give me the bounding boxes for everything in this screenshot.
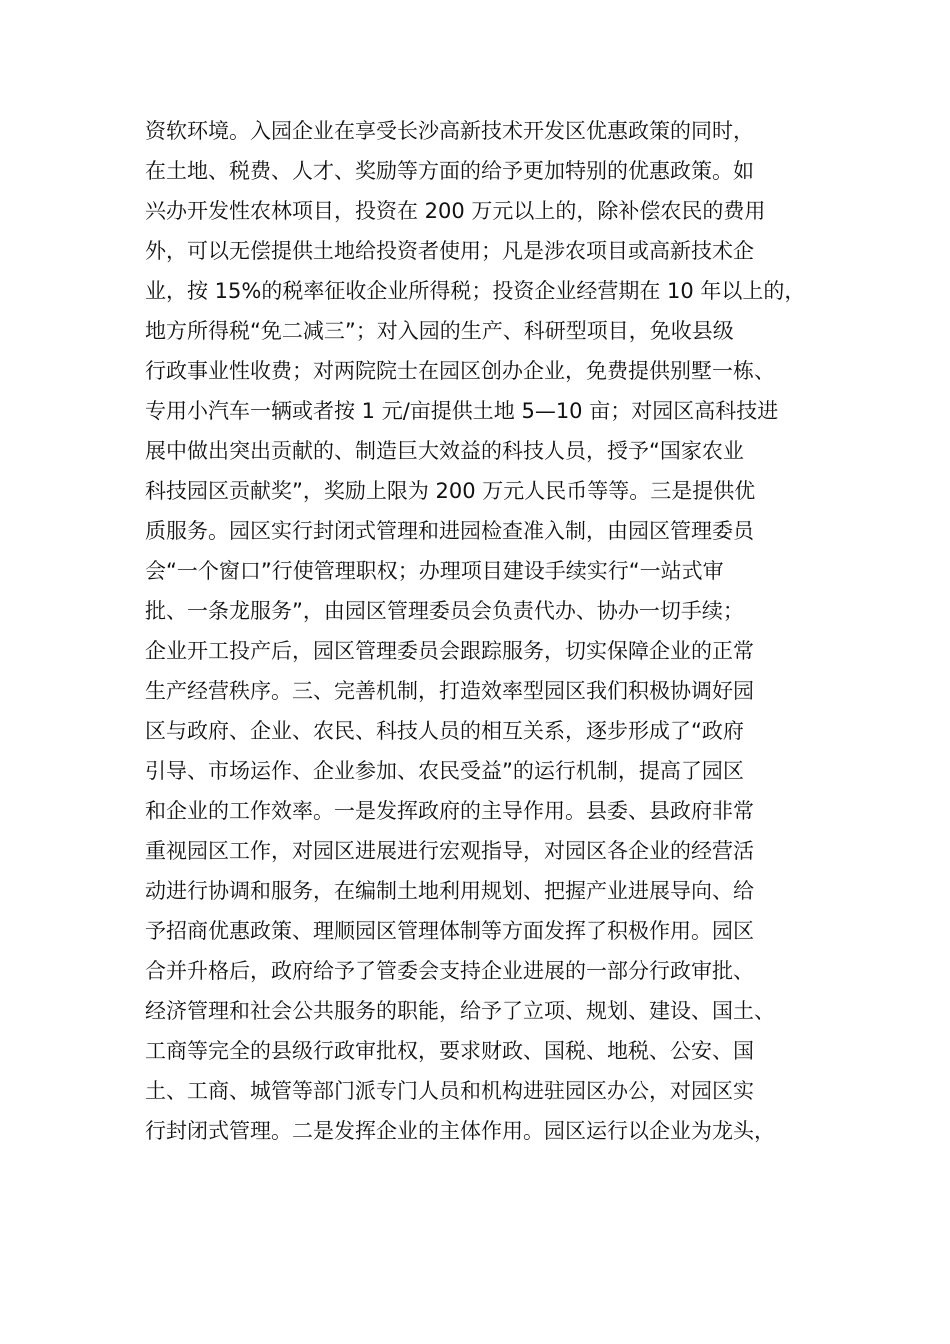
text-line: 地方所得税“免二减三”；对入园的生产、科研型项目，免收县级 — [145, 319, 734, 343]
text-line: 行政事业性收费；对两院院士在园区创办企业，免费提供别墅一栋、 — [145, 359, 775, 383]
text-line: 区与政府、企业、农民、科技人员的相互关系，逐步形成了“政府 — [145, 719, 744, 743]
text-line: 业，按 15%的税率征收企业所得税；投资企业经营期在 10 年以上的， — [145, 279, 806, 303]
body-text — [145, 111, 825, 1151]
text-line: 科技园区贡献奖”，奖励上限为 200 万元人民币等等。三是提供优 — [145, 479, 756, 503]
text-line: 经济管理和社会公共服务的职能，给予了立项、规划、建设、国土、 — [145, 999, 775, 1023]
text-line: 外，可以无偿提供土地给投资者使用；凡是涉农项目或高新技术企 — [145, 239, 754, 263]
text-line: 质服务。园区实行封闭式管理和进园检查准入制，由园区管理委员 — [145, 519, 754, 543]
text-line: 资软环境。入园企业在享受长沙高新技术开发区优惠政策的同时， — [145, 119, 754, 143]
text-line: 兴办开发性农林项目，投资在 200 万元以上的，除补偿农民的费用 — [145, 199, 766, 223]
text-line: 和企业的工作效率。一是发挥政府的主导作用。县委、县政府非常 — [145, 799, 754, 823]
text-line: 行封闭式管理。二是发挥企业的主体作用。园区运行以企业为龙头， — [145, 1119, 775, 1143]
text-line: 重视园区工作，对园区进展进行宏观指导，对园区各企业的经营活 — [145, 839, 754, 863]
text-line: 动进行协调和服务，在编制土地利用规划、把握产业进展导向、给 — [145, 879, 754, 903]
text-line: 企业开工投产后，园区管理委员会跟踪服务，切实保障企业的正常 — [145, 639, 754, 663]
text-line: 会“一个窗口”行使管理职权；办理项目建设手续实行“一站式审 — [145, 559, 724, 583]
text-line: 专用小汽车一辆或者按 1 元/亩提供土地 5—10 亩；对园区高科技进 — [145, 399, 779, 423]
text-line: 生产经营秩序。三、完善机制，打造效率型园区我们积极协调好园 — [145, 679, 754, 703]
text-line: 批、一条龙服务”，由园区管理委员会负责代办、协办一切手续； — [145, 599, 744, 623]
text-line: 引导、市场运作、企业参加、农民受益”的运行机制，提高了园区 — [145, 759, 744, 783]
text-line: 在土地、税费、人才、奖励等方面的给予更加特别的优惠政策。如 — [145, 159, 754, 183]
text-line: 工商等完全的县级行政审批权，要求财政、国税、地税、公安、国 — [145, 1039, 754, 1063]
text-line: 展中做出突出贡献的、制造巨大效益的科技人员，授予“国家农业 — [145, 439, 744, 463]
text-line: 合并升格后，政府给予了管委会支持企业进展的一部分行政审批、 — [145, 959, 754, 983]
text-line: 土、工商、城管等部门派专门人员和机构进驻园区办公，对园区实 — [145, 1079, 754, 1103]
text-line: 予招商优惠政策、理顺园区管理体制等方面发挥了积极作用。园区 — [145, 919, 754, 943]
